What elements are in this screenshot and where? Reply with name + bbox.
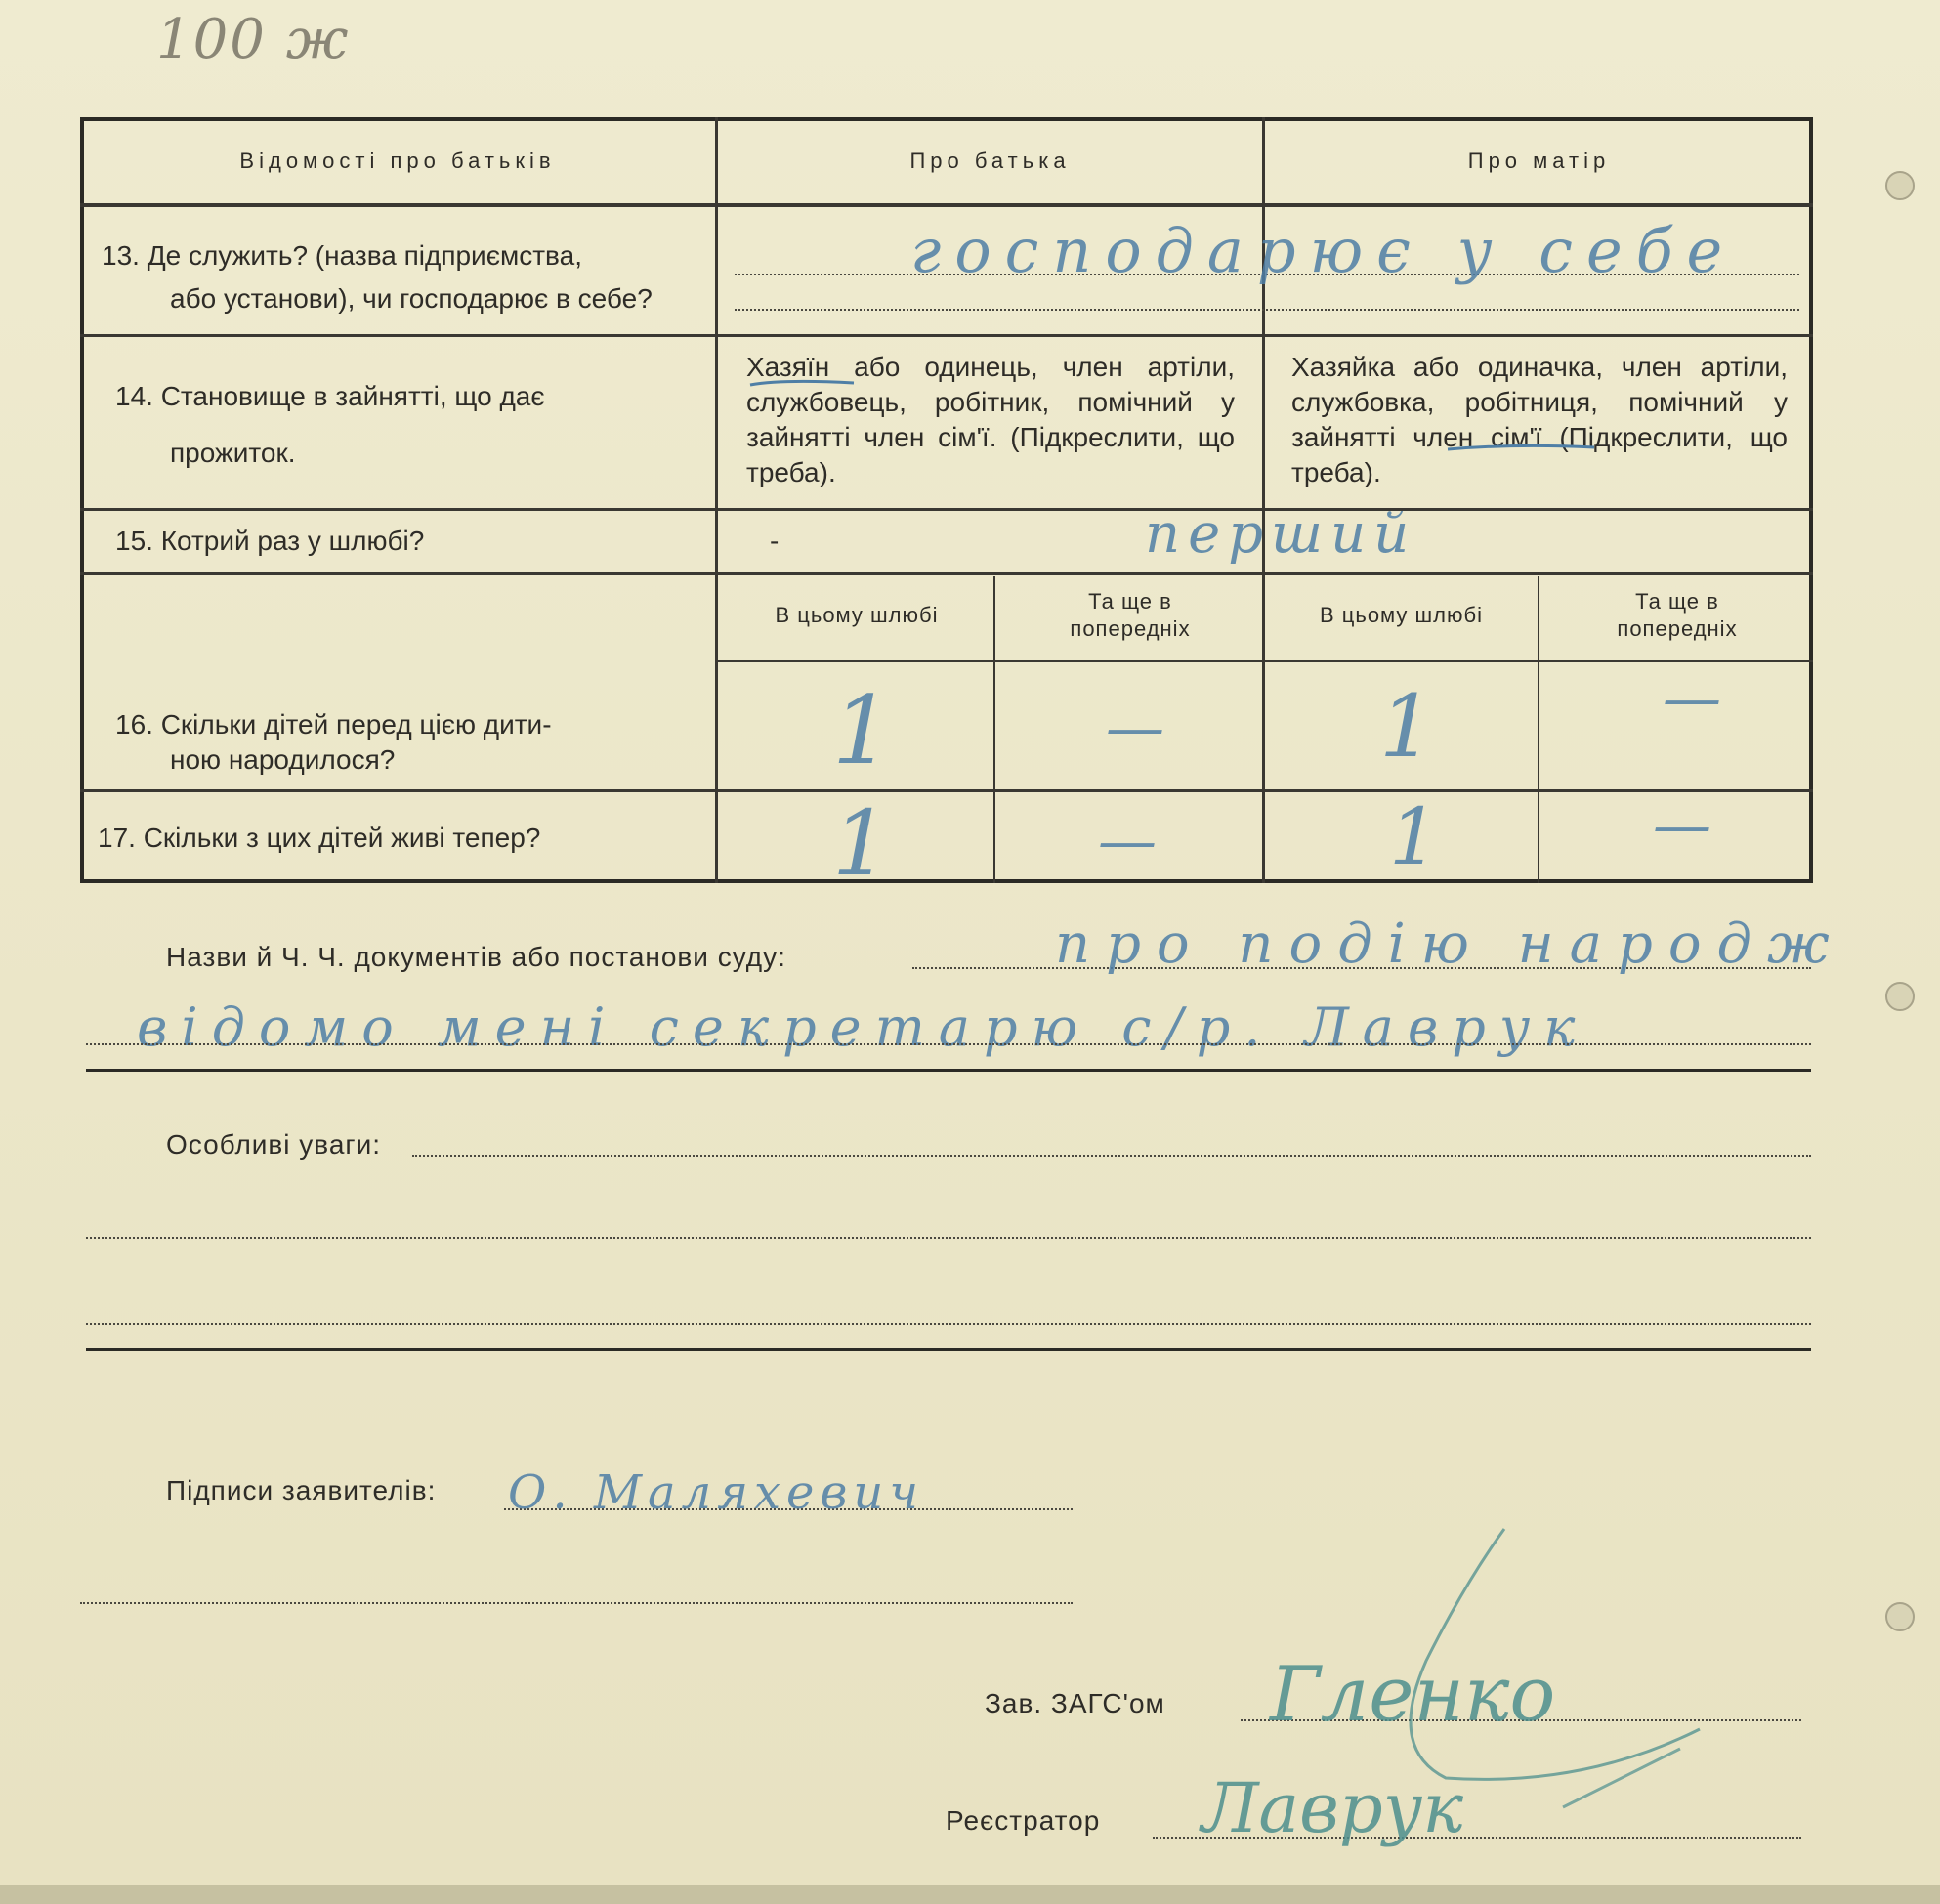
q17-mother-this: 1 bbox=[1389, 791, 1439, 882]
subheader-father-previous: Та ще в попередніх bbox=[1070, 589, 1191, 641]
q14-label-cont: прожиток. bbox=[170, 438, 296, 468]
q15-dash: - bbox=[770, 526, 780, 556]
q14-father-options: Хазяїн або одинець, член артіли, службовець, робітник, помічний у зайнятті член сім'ї. (Підкреслити, що треба). bbox=[746, 352, 1235, 487]
q15-label: 15. Котрий раз у шлюбі? bbox=[115, 526, 425, 556]
q13-answer: господарює у себе bbox=[910, 215, 1737, 286]
q16-father-previous: — bbox=[1106, 694, 1164, 762]
zags-head-label: Зав. ЗАГС'ом bbox=[985, 1688, 1165, 1718]
q13-label-cont: або установи), чи господарює в себе? bbox=[170, 283, 653, 314]
q17-label: 17. Скільки з цих дітей живі тепер? bbox=[98, 823, 541, 853]
documents-line2: відомо мені секретарю с/р. Лаврук bbox=[137, 996, 1589, 1058]
q17-father-previous: — bbox=[1098, 807, 1157, 875]
q16-father-this: 1 bbox=[832, 676, 893, 785]
header-about-father: Про батька bbox=[909, 148, 1071, 173]
notes-label: Особливі уваги: bbox=[166, 1129, 382, 1160]
applicants-label: Підписи заявителів: bbox=[166, 1475, 437, 1505]
subheader-father-this-marriage: В цьому шлюбі bbox=[775, 603, 939, 627]
q17-mother-previous: — bbox=[1653, 791, 1711, 860]
applicants-signature: О. Маляхевич bbox=[508, 1465, 925, 1520]
subheader-mother-this-marriage: В цьому шлюбі bbox=[1319, 603, 1484, 627]
zags-head-signature: Гленко bbox=[1270, 1651, 1556, 1739]
documents-line1: про подію народж bbox=[1055, 912, 1845, 976]
q16-mother-previous: — bbox=[1663, 664, 1721, 733]
q16-label: 16. Скільки дітей перед цією дити- bbox=[115, 709, 552, 740]
q16-label-cont: ною народилося? bbox=[170, 744, 396, 775]
documents-label: Назви й Ч. Ч. документів або постанови суду: bbox=[166, 942, 786, 972]
subheader-mother-previous: Та ще в попередніх bbox=[1617, 589, 1738, 641]
q17-father-this: 1 bbox=[832, 791, 890, 896]
q14-label: 14. Становище в зайнятті, що дає bbox=[115, 381, 545, 411]
registrar-signature: Лаврук bbox=[1202, 1768, 1464, 1848]
q14-mother-options: Хазяйка або одиначка, член артіли, службовка, робітниця, помічний у зайнятті член сім'ї (Підкреслити, що треба). bbox=[1291, 352, 1788, 487]
header-parents-info: Відомості про батьків bbox=[239, 148, 556, 173]
registrar-label: Реєстратор bbox=[946, 1805, 1101, 1836]
q16-mother-this: 1 bbox=[1379, 676, 1434, 777]
q15-answer: перший bbox=[1145, 502, 1417, 566]
header-about-mother: Про матір bbox=[1467, 148, 1611, 173]
q13-label: 13. Де служить? (назва підприємства, bbox=[102, 240, 582, 271]
corner-note: 100 ж bbox=[156, 8, 351, 71]
